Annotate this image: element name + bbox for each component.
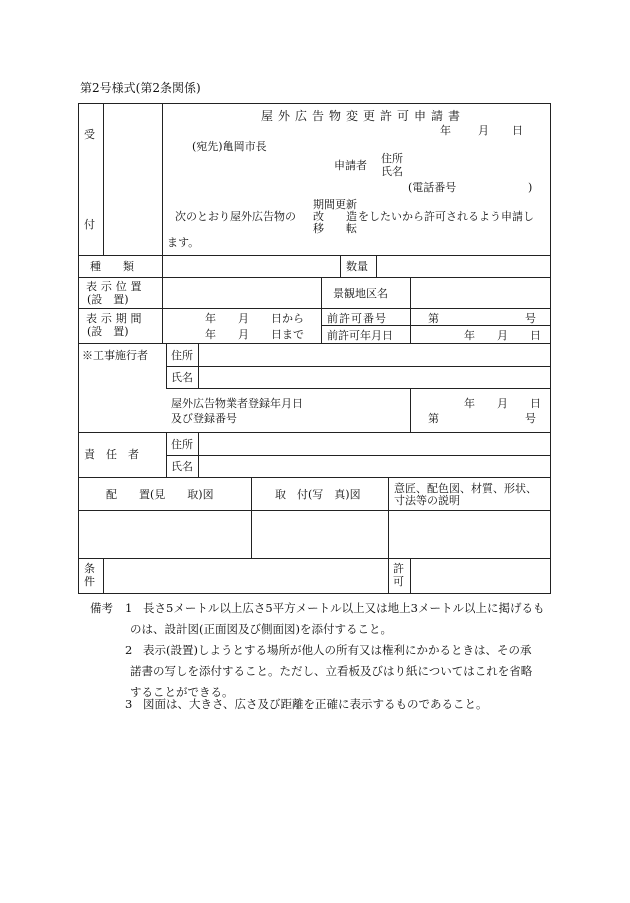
date-month: 月 (478, 124, 489, 137)
layout-drawing-label: 配 置(見 取)図 (106, 488, 214, 501)
form-title: 屋外広告物変更許可申請書 (261, 109, 466, 123)
note-2-line2: 諾書の写しを添付すること。ただし、立看板及びはり紙についてはこれを省略 (130, 664, 533, 678)
registration-no-suffix: 号 (525, 412, 536, 425)
date-year: 年 (440, 124, 451, 137)
applicant-phone-close: ) (528, 181, 533, 194)
prev-permit-date-label: 前許可年月日 (327, 329, 393, 342)
registration-no-prefix: 第 (428, 412, 439, 425)
conditions-label-top: 条 (84, 562, 95, 575)
prev-permit-date-fill: 年 月 日 (464, 329, 541, 342)
note-2-line3: することができる。 (130, 685, 234, 699)
note-2-line1: 表示(設置)しようとする場所が他人の所有又は権利にかかるときは、その承 (143, 643, 532, 657)
period-to: 年 月 日まで (205, 328, 304, 341)
body-text-line2: ます。 (167, 236, 200, 249)
addressee: (宛先)亀岡市長 (192, 140, 267, 153)
applicant-name-label: 氏名 (381, 165, 403, 178)
conditions-label-bottom: 件 (84, 575, 95, 588)
note-3-line1: 図面は、大きさ、広さ及び距離を正確に表示するものであること。 (143, 697, 488, 711)
quantity-label: 数量 (346, 260, 368, 273)
permit-label-bottom: 可 (393, 575, 404, 588)
note-3-number: 3 (125, 697, 133, 711)
body-text-line1-post: をしたいから許可されるよう申請し (358, 210, 534, 223)
applicant-label: 申請者 (334, 159, 367, 172)
kind-label: 種 類 (90, 260, 134, 273)
design-explanation-line2: 寸法等の説明 (394, 494, 460, 507)
note-1-number: 1 (125, 601, 133, 615)
period-label: 表示期間 (86, 312, 146, 325)
permit-label-top: 許 (393, 562, 404, 575)
period-sub-label: (設 置) (87, 325, 129, 338)
location-sub-label: (設 置) (87, 293, 129, 306)
date-day: 日 (512, 124, 523, 137)
responsible-name-label: 氏名 (171, 460, 193, 473)
registration-date-fill: 年 月 日 (464, 397, 541, 410)
prev-permit-no-suffix: 号 (525, 312, 536, 325)
stamp-receive-top: 受 (84, 128, 95, 141)
responsible-address-label: 住所 (171, 438, 193, 451)
note-2-number: 2 (125, 643, 133, 657)
responsible-label: 責 任 者 (84, 448, 139, 461)
body-text-option-alter: 改 造 (313, 210, 357, 223)
contractor-address-label: 住所 (171, 349, 193, 362)
applicant-address-label: 住所 (381, 152, 403, 165)
body-text-line1-pre: 次のとおり屋外広告物の (175, 210, 296, 223)
body-text-option-move: 移 転 (313, 222, 357, 235)
design-explanation-line1: 意匠、配色図、材質、形状、 (394, 482, 537, 495)
stamp-receive-bottom: 付 (84, 218, 95, 231)
contractor-name-label: 氏名 (171, 371, 193, 384)
applicant-phone-open: (電話番号 (408, 181, 457, 194)
mounting-drawing-label: 取 付(写 真)図 (275, 488, 361, 501)
registration-label-line2: 及び登録番号 (171, 412, 237, 425)
notes-heading: 備考 (90, 601, 113, 615)
landscape-district-label: 景観地区名 (333, 287, 388, 300)
form-number: 第2号様式(第2条関係) (80, 81, 201, 95)
contractor-label: ※工事施行者 (82, 349, 148, 362)
body-text-option-renewal: 期間更新 (313, 198, 357, 211)
note-1-line2: のは、設計図(正面図及び側面図)を添付すること。 (130, 622, 392, 636)
note-1-line1: 長さ5メートル以上広さ5平方メートル以上又は地上3メートル以上に掲げるも (143, 601, 545, 615)
period-from: 年 月 日から (205, 312, 304, 325)
prev-permit-number-label: 前許可番号 (327, 312, 387, 325)
location-label: 表示位置 (86, 280, 146, 293)
registration-label-line1: 屋外広告物業者登録年月日 (171, 397, 303, 410)
prev-permit-no-prefix: 第 (428, 312, 439, 325)
